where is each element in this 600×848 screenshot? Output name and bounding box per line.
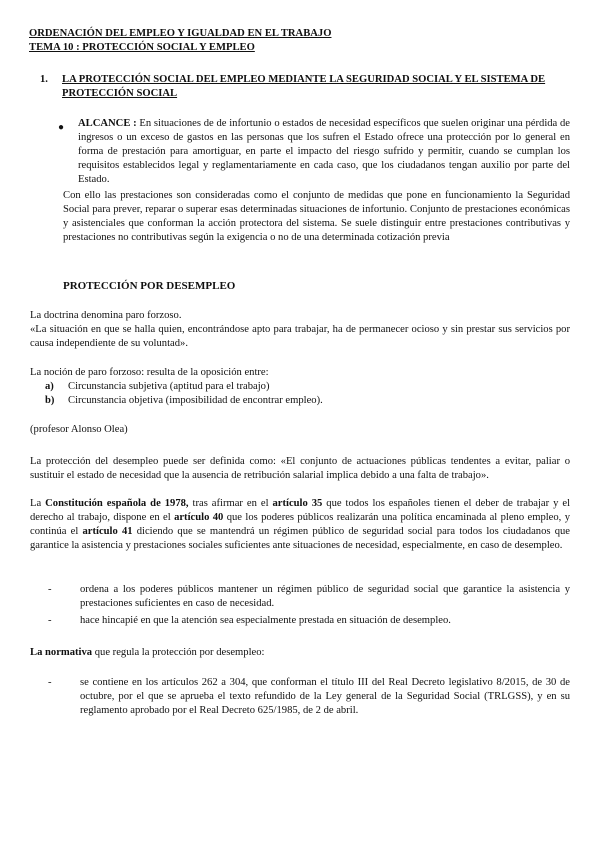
- normativa-label: La normativa: [30, 647, 93, 658]
- constitucion-text: diciendo que se mantendrá un régimen público de seguridad social para todos los ciudadanos que garantice la asistencia y prestaciones sociales suficientes ante situaciones de necesidad, especialmente, en caso de desempleo.: [30, 526, 570, 551]
- section-1-number: 1.: [40, 74, 48, 85]
- normativa-text: que regula la protección por desempleo:: [92, 647, 265, 658]
- course-title: ORDENACIÓN DEL EMPLEO Y IGUALDAD EN EL TRABAJO: [29, 28, 332, 39]
- list-item: [30, 583, 570, 611]
- alcance-paragraph-2: Con ello las prestaciones son consideradas como el conjunto de medidas que pone en funcionamiento la Seguridad Social para prever, reparar o superar esas determinadas situaciones de infortunio. Conjunto de prestaciones económicas y asistenciales que conforman la acción protectora del sistema. Se suele distinguir entre prestaciones contributivas y prestaciones no contributivas según la exigencia o no de una determinada cotización previa: [63, 190, 570, 243]
- section-1-title: LA PROTECCIÓN SOCIAL DEL EMPLEO MEDIANTE LA SEGURIDAD SOCIAL Y EL SISTEMA DE PROTECCIÓN SOCIAL: [62, 74, 546, 99]
- list-text: Circunstancia objetiva (imposibilidad de encontrar empleo).: [68, 395, 323, 406]
- constitucion-text: tras afirmar en el: [188, 498, 273, 509]
- alcance-label: ALCANCE :: [78, 118, 137, 129]
- list-marker: a): [45, 381, 54, 392]
- dash-marker: -: [48, 615, 52, 626]
- list-marker: b): [45, 395, 55, 406]
- definicion-paragraph: La protección del desempleo puede ser definida como: «El conjunto de actuaciones públicas tendentes a evitar, paliar o sustituir el estado de necesidad que la ausencia de retribución salarial implica debido a una falta de trabajo».: [30, 456, 570, 481]
- constitucion-paragraph: [30, 497, 570, 553]
- constitucion-text: La: [30, 498, 46, 509]
- list-item: [30, 614, 570, 628]
- alcance-text-1: En situaciones de de infortunio o estados de necesidad específicos que suelen originar una pérdida de ingresos o un exceso de gastos en las personas que los sufren el Estado ofrece una protección por lo general en forma de prestación para amortiguar, en parte el impacto del riesgo sufrido y permitir, cuando se cumplan los requisitos establecidos legal y reglamentariamente en cada caso, que los ciudadanos tengan auxilio por parte del Estado.: [78, 118, 570, 185]
- dash-marker: -: [48, 677, 52, 688]
- desempleo-heading: PROTECCIÓN POR DESEMPLEO: [63, 280, 236, 292]
- doctrina-quote: «La situación en que se halla quien, encontrándose apto para trabajar, ha de permanecer ocioso y sin prestar sus servicios por causa independiente de su voluntad».: [30, 324, 570, 349]
- section-1-heading: [40, 73, 570, 101]
- topic-title: TEMA 10 : PROTECCIÓN SOCIAL Y EMPLEO: [29, 42, 255, 53]
- normativa-line: [30, 646, 570, 660]
- constitucion-text: que todos los españoles tienen el deber de trabajar y el derecho al trabajo, dispone en el: [30, 498, 571, 523]
- article-40-label: artículo 40: [174, 512, 224, 523]
- doctrina-text: La doctrina denomina paro forzoso.: [30, 310, 182, 321]
- article-41-label: artículo 41: [82, 526, 133, 537]
- dash-marker: -: [48, 584, 52, 595]
- alcance-paragraph: [78, 117, 570, 187]
- list-text: ordena a los poderes públicos mantener un régimen público de seguridad social que garantice la asistencia y prestaciones suficientes en caso de necesidad.: [80, 584, 570, 609]
- list-item: [30, 676, 570, 718]
- list-text: se contiene en los artículos 262 a 304, que conforman el título III del Real Decreto legislativo 8/2015, de 30 de octubre, por el que se aprueba el texto refundido de la Ley general de la Seguridad Social (TRLGSS), y en su reglamento aprobado por el Real Decreto 625/1985, de 2 de abril.: [80, 677, 570, 716]
- list-text: hace hincapié en que la atención sea especialmente prestada en situación de desempleo.: [80, 615, 451, 626]
- nocion-text: La noción de paro forzoso: resulta de la oposición entre:: [30, 367, 269, 378]
- list-text: Circunstancia subjetiva (aptitud para el trabajo): [68, 381, 270, 392]
- constitucion-text: que los poderes públicos realizarán una política encaminada al pleno empleo, y continúa el: [30, 512, 570, 537]
- author-reference: (profesor Alonso Olea): [30, 424, 128, 435]
- bullet-icon: ●: [58, 122, 65, 133]
- article-35-label: artículo 35: [272, 498, 323, 509]
- constitucion-bold: Constitución española de 1978,: [45, 498, 189, 509]
